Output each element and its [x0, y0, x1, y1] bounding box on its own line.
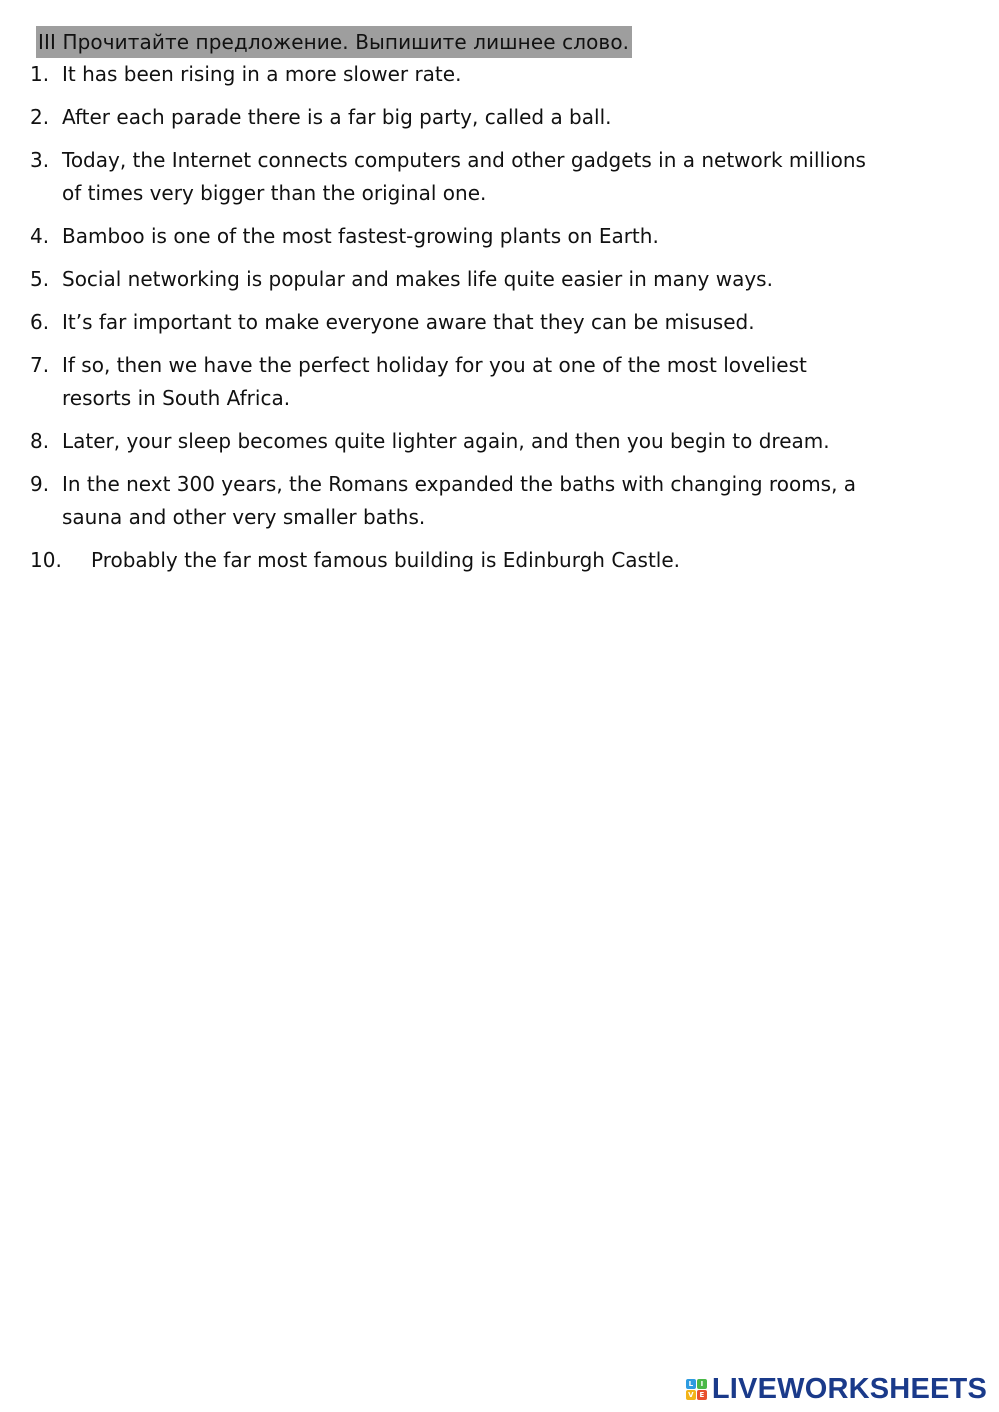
sentence-text: Social networking is popular and makes life quite easier in many ways. [62, 267, 773, 291]
sentence-list [30, 58, 960, 587]
sentence-item-2 [30, 101, 960, 134]
sentence-text-continued: of times very bigger than the original one. [62, 181, 487, 205]
sentence-item-7 [30, 349, 960, 415]
logo-tile-v-icon: V [686, 1390, 696, 1400]
sentence-item-5 [30, 263, 960, 296]
sentence-text-continued: sauna and other very smaller baths. [62, 505, 426, 529]
sentence-number: 3. [30, 148, 50, 172]
sentence-text-continued: resorts in South Africa. [62, 386, 291, 410]
sentence-item-10 [30, 544, 960, 577]
sentence-number: 5. [30, 267, 50, 291]
sentence-text: Probably the far most famous building is Edinburgh Castle. [91, 548, 681, 572]
sentence-number: 1. [30, 62, 50, 86]
sentence-item-1 [30, 58, 960, 91]
sentence-item-6 [30, 306, 960, 339]
sentence-text: Later, your sleep becomes quite lighter again, and then you begin to dream. [62, 429, 830, 453]
sentence-text: It has been rising in a more slower rate. [62, 62, 462, 86]
sentence-text: It’s far important to make everyone aware that they can be misused. [62, 310, 755, 334]
sentence-item-8 [30, 425, 960, 458]
sentence-number: 7. [30, 353, 50, 377]
sentence-number: 9. [30, 472, 50, 496]
sentence-number: 2. [30, 105, 50, 129]
sentence-text: Bamboo is one of the most fastest-growing plants on Earth. [62, 224, 659, 248]
liveworksheets-logo-text: LIVEWORKSHEETS [711, 1372, 987, 1405]
sentence-item-3 [30, 144, 960, 210]
sentence-number: 6. [30, 310, 50, 334]
sentence-text: Today, the Internet connects computers and other gadgets in a network millions [62, 148, 866, 172]
sentence-item-9 [30, 468, 960, 534]
liveworksheets-logo-icon [686, 1379, 707, 1400]
sentence-text: After each parade there is a far big party, called a ball. [62, 105, 612, 129]
worksheet-heading: III Прочитайте предложение. Выпишите лишнее слово. [36, 26, 632, 58]
sentence-text: If so, then we have the perfect holiday for you at one of the most loveliest [62, 353, 807, 377]
sentence-text: In the next 300 years, the Romans expanded the baths with changing rooms, a [62, 472, 857, 496]
sentence-number: 8. [30, 429, 50, 453]
logo-tile-l-icon: L [686, 1379, 696, 1389]
logo-tile-i-icon: I [697, 1379, 707, 1389]
logo-tile-e-icon: E [697, 1390, 707, 1400]
sentence-item-4 [30, 220, 960, 253]
sentence-number: 4. [30, 224, 50, 248]
sentence-number: 10. [30, 548, 62, 572]
liveworksheets-logo [686, 1372, 987, 1406]
